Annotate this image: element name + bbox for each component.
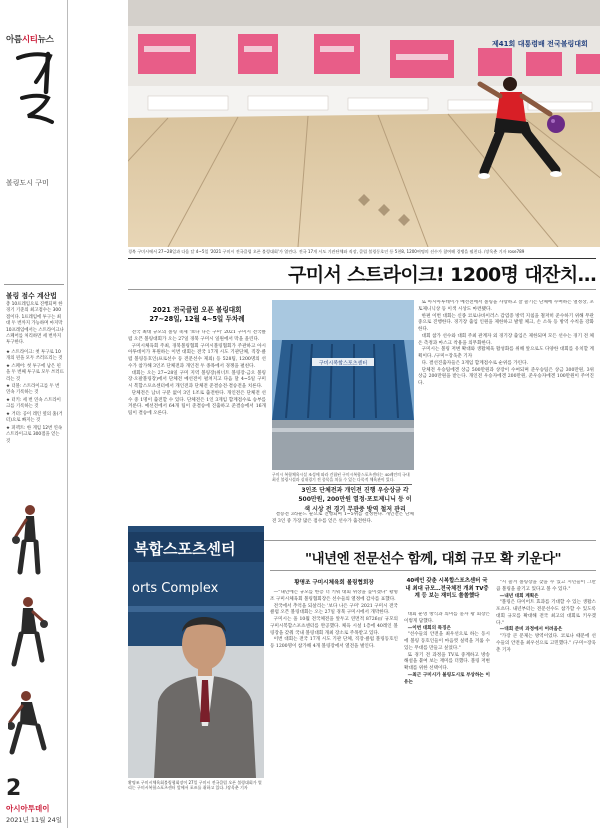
sidebar-rule: ★ 터키: 세 번 연속 스트라이크를 기록하는 것 xyxy=(6,398,61,410)
headline-rule xyxy=(128,258,596,259)
question: —최근 구미시가 볼링도시로 부상하는 이유는 xyxy=(404,672,490,685)
interview-column-1 xyxy=(270,590,398,826)
tagline: 볼링도시 구미 xyxy=(6,179,49,187)
sports-complex-photo xyxy=(272,300,414,470)
interviewee-name: 황명조 구미시체육회 볼링협회장 xyxy=(294,580,374,586)
interview-column-2 xyxy=(404,612,490,826)
paragraph: 전국 최대 규모의 볼링 축제 '보다 나은 구미' 2021 구미시 전국클럽 오픈 볼링대회가 오는 27일 경북 구미시 일원에서 막을 올린다. xyxy=(128,330,266,342)
paragraph: 다. 결선진출자들은 3게임 합계점수로 순위를 가린다. xyxy=(421,360,529,366)
banner-text: 제41회 대통령배 전국볼링대회 xyxy=(492,40,588,48)
subheading-line: 27~28일, 12월 4~5일 두차례 xyxy=(149,315,245,323)
issue-date: 2021년 11월 24일 xyxy=(6,816,63,824)
paragraph: 대회는 오는 27~28일 구미 지역 볼링장(위너트 볼링장·금오 볼링장·오팔볼링장)에서 단체전 예선전이 펼쳐지고 다음 달 4~5일 구미시 복합스포츠센터에서 개인전과 단체전 준결승전·결승전을 치른다. xyxy=(128,370,266,389)
paragraph: "가장 큰 문제는 방역이었다. 코로나 때문에 선수들의 안전을 최우선으로 고민했다." /구미=장욱춘 기자 xyxy=(496,634,596,653)
main-headline: 구미서 스트라이크! 1200명 대잔치… xyxy=(287,264,596,286)
paragraph: 단체전은 남녀 구분 없이 3인 1조로 출전한다. 개인전은 단체전 선수 중 1명이 출전할 수 있다. 단체전은 1인 3게임 합계점수로 승부를 겨룬다. 예선전에서 64개 팀이 준결승에 진출하고 준결승에서 16개 팀이 결승에 오른다. xyxy=(128,390,266,416)
article1-column-4 xyxy=(418,300,594,536)
interviewee-photo xyxy=(128,526,264,778)
masthead xyxy=(6,33,64,45)
paragraph: 대회 운영 방식과 의미를 묻자 황 회장은 이렇게 답했다. xyxy=(404,612,490,624)
paragraph: "시 즐겨 볼링장을 찾을 수 있고 시민들이 그만큼 볼링을 즐기고 있다고 볼 수 있다." xyxy=(496,580,596,592)
sports-complex-illustration xyxy=(272,300,414,470)
page-number: 2 xyxy=(6,776,22,801)
paragraph: 이번 대회는 전국 17개 시도 기관 단체, 직장·클럽 볼링동호인 등 1200명이 참가해 4개 볼링장에서 열전을 벌인다. xyxy=(270,637,398,649)
question: —이번 대회의 특징은 xyxy=(407,625,451,631)
interviewee-caption: 황명조 구미시체육회볼링협회장이 27일 구미시 전국클럽 오픈 볼링대회가 열리는 구미시복합스포츠센터 앞에서 포즈를 취하고 있다. /장욱춘 기자 xyxy=(128,780,262,791)
pull-quote-rule xyxy=(298,484,412,485)
bowler-figure-icon xyxy=(8,502,48,582)
article1-column-2b xyxy=(272,512,414,538)
building-sign: 구미시복합스포츠센터 xyxy=(318,360,368,367)
newspaper-name: 아시아투데이 xyxy=(6,804,50,813)
masthead-accent: 시티 xyxy=(21,35,38,45)
article1-column-1 xyxy=(128,330,266,538)
sports-complex-caption: 구미시 복합체육시설 조성에 따라 건립된 구미시복합스포츠센터는 40레인의 국내 최신 볼링시설과 실내경기 전 종목을 치를 수 있는 다목적 체육관이 있다. xyxy=(272,472,410,483)
hero-caption: 경북 구미시에서 27~28일과 다음 달 4~5일 '2021 구미시 전국클럽 오픈 볼링대회'가 열린다. 전국 17개 시도 기관단체와 직장, 클럽 볼링동호인 등 5천8, 1200여명의 선수가 참여해 경쟁을 펼친다. /장욱춘 기자 rose789 xyxy=(128,249,525,254)
article1-subheading xyxy=(128,306,266,324)
sidebar-rule: ★ 퍼펙트: 한 게임 12번 연속 스트라이크로 300점을 얻는 것 xyxy=(6,426,63,444)
subheading-line: 2021 전국클럽 오픈 볼링대회 xyxy=(152,306,242,314)
calligraphy-logo xyxy=(10,48,58,128)
sidebar-intro: 총 10프레임으로 진행되며 한 경기 기준의 최고점수는 300점이다. 1프레임에 투구는 최대 두 번까지 가능하며 마지막 10프레임에서는 스트라이크나 스페어를 처리하면 세 번까지 투구한다. xyxy=(6,302,64,346)
sidebar-box-title: 볼링 점수 계산법 xyxy=(6,292,57,300)
paragraph: "선수들의 안전을 최우선으로 하는 동시에 볼링 동호인들이 마음껏 실력을 겨룰 수 있는 무대를 만들고 싶었다." xyxy=(404,632,490,651)
sidebar-rule: ★ 스페어: 첫 투구에 남은 핀을 두 번째 투구로 모두 쓰러뜨리는 것 xyxy=(6,364,64,382)
paragraph: 구미시체육회 주최, 경북볼링협회 구미시볼링협회가 주관하고 아시아투데이가 후원하는 이번 대회는 전국 17개 시도 기관단체, 직장·클럽 볼링동호인(프로선수 등 전문선수 제외) 등 528팀, 1200명의 선수가 참가해 3인조 단체전과 개인전 두 종목에서 경쟁을 펼친다. xyxy=(128,343,266,369)
interviewee-illustration xyxy=(128,526,264,778)
building-sign-ko: 복합스포츠센터 xyxy=(134,540,236,558)
paragraph: 단체전 우승팀에겐 상금 500만원과 상장이 수여되며 준우승팀은 상금 300만원, 3위 상금 200만원을 받는다. 개인전 우승자에겐 200만원, 준우승자에겐 100만원이 주어진다. xyxy=(418,367,594,386)
paragraph: 대회 참가 선수와 대회 주최 관계자 외 경기장 출입은 제한되며 모든 선수는 경기 전 체온 측정과 마스크 착용을 의무화한다. xyxy=(418,333,594,346)
interview-headline: "내년엔 전문선수 함께, 대회 규모 확 키운다" xyxy=(304,551,562,567)
masthead-suffix: 뉴스 xyxy=(37,35,54,45)
paragraph: 또 아시아투데이가 예선전에서 볼링을 사랑하고 잘 즐기는 단체에 수여하는 열정상, 포토제니닉상 등 이색 시상도 마련됐다. xyxy=(418,300,594,312)
paragraph: 한편 이번 대회는 신종 코로나바이러스 감염증 방역 지침을 철저히 준수하기 위해 무관중으로 진행한다. 경기장 출입 인원을 제한하고 발열 체크, 손 소독 등 방역 수칙을 강화한다. xyxy=(418,313,594,332)
bowler-figure-icon xyxy=(8,682,48,762)
paragraph: —"내년에는 규모를 한층 더 키워 대회 위상을 높이겠다" 황명조 구미시체육회 볼링협회장은 선수들의 열정에 감사를 표했다. xyxy=(270,590,398,602)
paragraph: 구미시는 올 10월 전국체전을 앞두고 연면적 8726㎡ 규모의 구미시복합스포츠센터를 완공했다. 체육 시설 1층에 40레인 볼링장을 갖춰 국내 볼링대회 개최 장소로 주목받고 있다. xyxy=(270,617,398,636)
interview-subheading: 40레인 갖춘 시복합스포츠센터 국내 최대 규모…전국체전 개최 TV중계 등 보는 재미도 쏠쏠했다 xyxy=(405,578,489,600)
building-sign-en: orts Complex xyxy=(132,581,219,596)
sidebar-rule: ★ 더블: 스트라이크를 두 번 연속 기록하는 것 xyxy=(6,384,60,396)
question: —내년 대회 계획은 xyxy=(499,593,539,599)
question: —대회 준비 과정에서 어려움은 xyxy=(499,627,563,633)
sidebar xyxy=(0,0,68,828)
sidebar-divider xyxy=(4,284,64,285)
paragraph: 구미시는 볼링 저변 확대와 생활체육 활성화를 위해 앞으로도 다양한 대회를 유치할 계획이다. /구미=장욱춘 기자 xyxy=(418,347,594,359)
pull-quote: 3인조 단체전과 개인전 진행 우승상금 각 500만원, 200만원 열정·포토제니닉 등 이색 시상 전 경기 무관중 방역 철저 관리 xyxy=(298,487,412,513)
masthead-prefix: 아름 xyxy=(6,35,22,45)
headline-rule xyxy=(270,570,596,571)
paragraph: "볼링은 다이어트 효과를 기대할 수 있는 생활스포츠다. 내년부터는 전문선수도 참가할 수 있도록 대회 규모를 확대해 전국 최고의 대회로 키우겠다." xyxy=(496,600,596,626)
paragraph: 전국에서 추억을 되살리는 '보다 나은 구미' 2021 구미시 전국클럽 오픈 볼링대회는 오는 27일 경북 구미시에서 개막한다. xyxy=(270,603,398,616)
sidebar-rule: ★ 스트라이크: 첫 투구로 10개의 핀을 모두 쓰러뜨리는 것 xyxy=(6,350,63,362)
headline-rule xyxy=(128,289,596,290)
paragraph: 결승전 3라운드 순으로 진행되며 1~5위를 결정한다. 개인전은 단체전 3인 중 가장 많은 점수를 얻은 선수가 출전한다. xyxy=(272,512,414,524)
interview-column-3 xyxy=(496,580,596,826)
sidebar-rule: ★ 거터: 공이 레인 옆의 홈(거터)으로 빠지는 것 xyxy=(6,412,63,424)
bowling-alley-illustration xyxy=(128,0,600,247)
bowler-figure-icon xyxy=(8,592,48,672)
hero-photo xyxy=(128,0,600,247)
paragraph: 또 경기 전 과정을 TV로 중계하고 방송 해설을 붙여 보는 재미를 더했다. 볼링 저변 확대를 위한 선택이다. xyxy=(404,652,490,671)
